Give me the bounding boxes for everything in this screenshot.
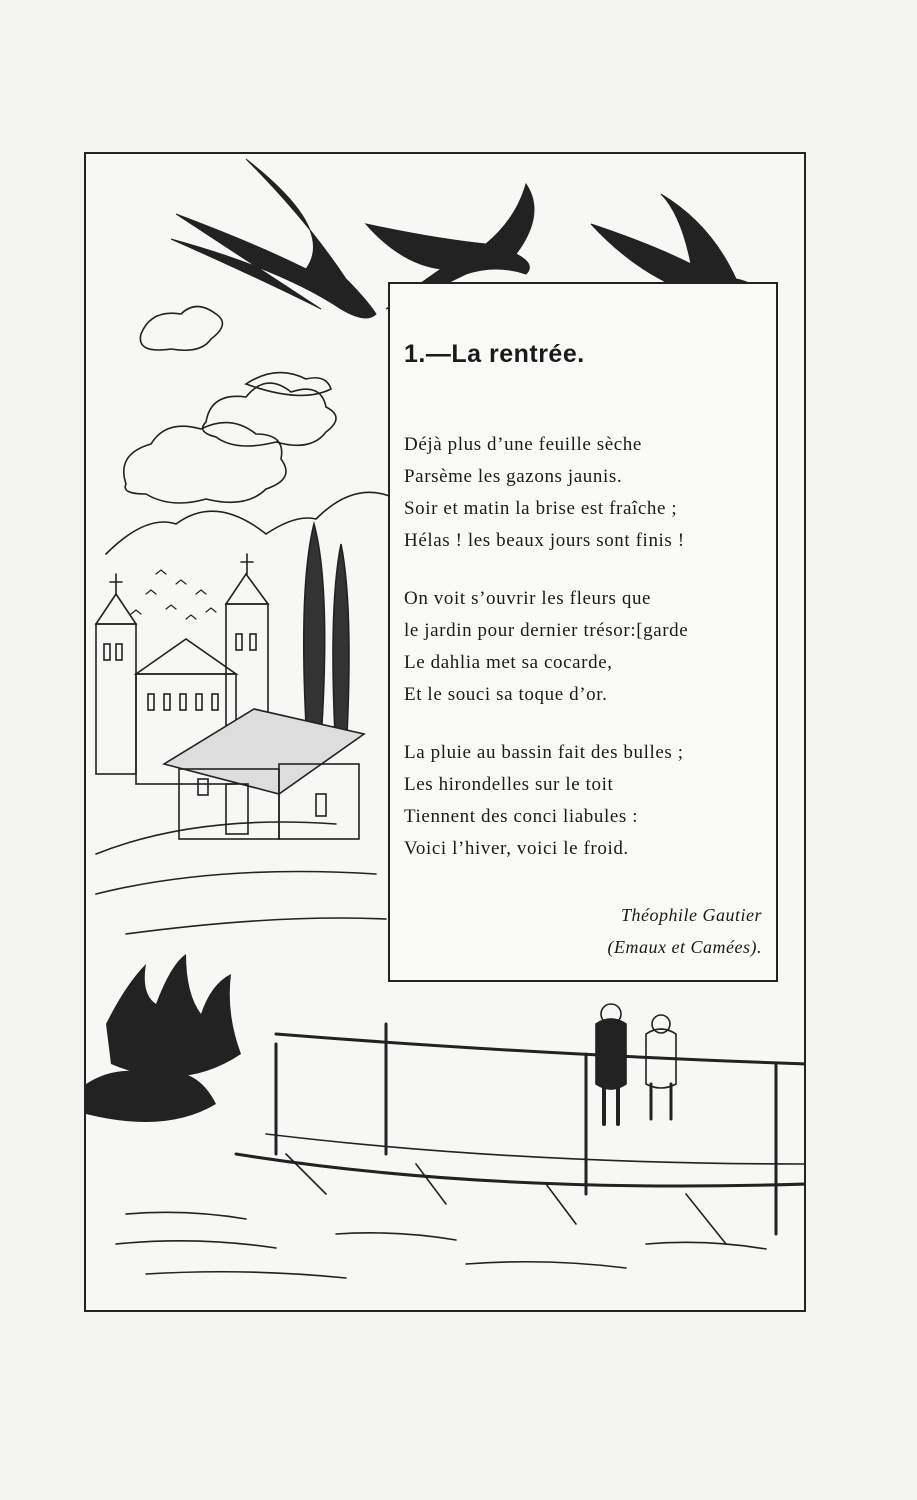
verse-line: On voit s’ouvrir les fleurs que — [404, 588, 652, 609]
poem-box — [388, 282, 778, 982]
verse-line: le jardin pour dernier trésor:[garde — [404, 620, 689, 641]
swallow-icon — [171, 159, 376, 318]
verse-line: Voici l’hiver, voici le froid. — [404, 838, 629, 859]
verse-line: Les hirondelles sur le toit — [404, 774, 614, 795]
poem-author: Théophile Gautier — [621, 905, 762, 925]
cottage — [164, 709, 364, 839]
poem-title: 1.—La rentrée. — [404, 340, 585, 368]
water — [116, 1212, 766, 1278]
cloud-top — [140, 307, 222, 351]
stanza-1 — [404, 429, 766, 557]
cloud-large — [124, 423, 286, 503]
verse-line: Parsème les gazons jaunis. — [404, 466, 623, 487]
illustration-frame — [84, 152, 806, 1312]
cypress-tree — [304, 524, 325, 729]
verse-line: Tiennent des conci liabules : — [404, 806, 639, 827]
two-boys — [596, 1004, 676, 1124]
cloud-middle — [203, 383, 336, 446]
verse-line: Soir et matin la brise est fraîche ; — [404, 498, 678, 519]
attribution — [404, 899, 766, 963]
footbridge — [236, 1024, 806, 1244]
verse-line: Le dahlia met sa cocarde, — [404, 652, 613, 673]
verse-line: Déjà plus d’une feuille sèche — [404, 434, 642, 455]
poem-source: (Emaux et Camées). — [607, 937, 762, 957]
verse-line: Et le souci sa toque d’or. — [404, 684, 608, 705]
bird-flock — [131, 570, 216, 619]
mountains — [106, 492, 409, 559]
stanza-3 — [404, 737, 766, 865]
cypress-tree — [333, 544, 349, 738]
bush — [86, 954, 241, 1122]
verse-line: La pluie au bassin fait des bulles ; — [404, 742, 684, 763]
verse-line: Hélas ! les beaux jours sont finis ! — [404, 530, 685, 551]
stanza-2 — [404, 583, 766, 711]
